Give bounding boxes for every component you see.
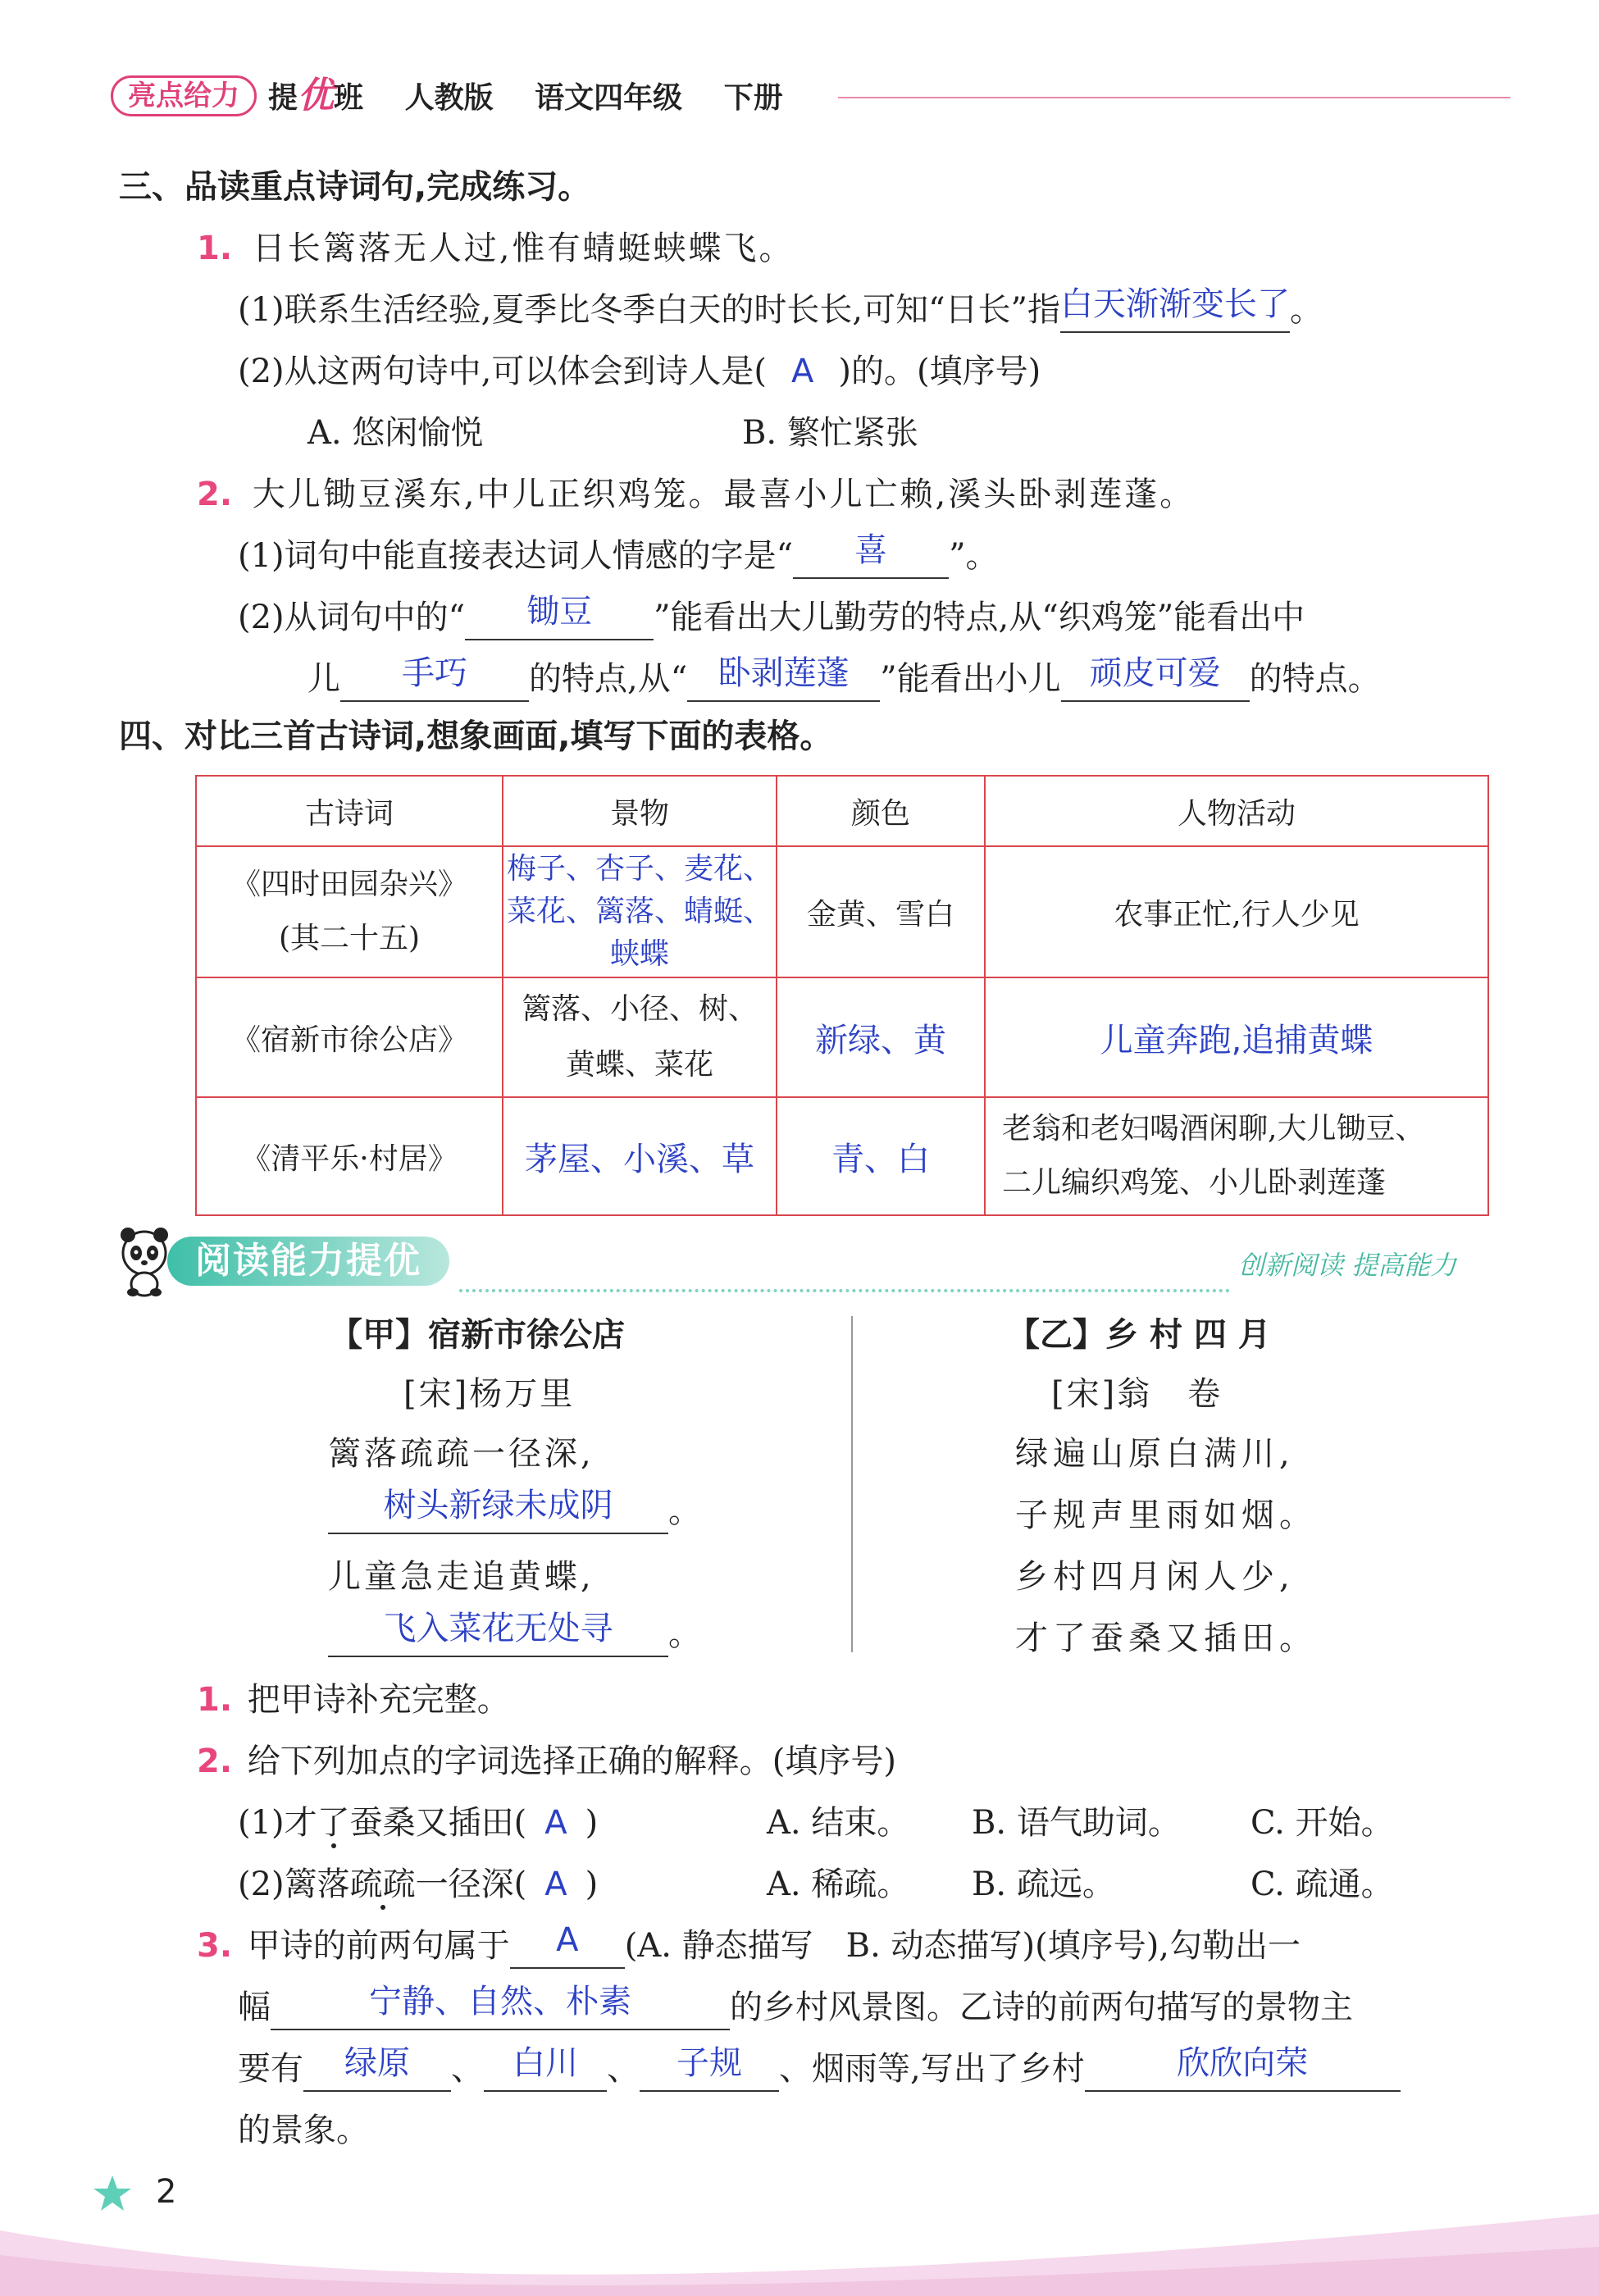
poem-a-author: [宋]杨万里 xyxy=(403,1375,576,1413)
cell-text: 二儿编织鸡笼、小儿卧剥莲蓬 xyxy=(1002,1166,1387,1200)
question-text: ) xyxy=(585,1804,599,1842)
question-text: 要有 xyxy=(238,2050,303,2088)
col-header-activity: 人物活动 xyxy=(985,776,1488,846)
question-number: 2. xyxy=(197,476,233,513)
series-title-a: 提 xyxy=(268,81,298,115)
banner-dotted-rule xyxy=(459,1289,1230,1292)
punct: ”。 xyxy=(949,537,999,575)
poem-subtitle: (其二十五) xyxy=(278,922,421,955)
table-row xyxy=(196,1097,1488,1215)
banner-label: 阅读能力提优 xyxy=(167,1237,449,1286)
question-text-end: )的。(填序号) xyxy=(838,353,1041,390)
option-a: A. 稀疏。 xyxy=(767,1866,910,1903)
reading-q2-s2 xyxy=(238,1861,1394,1907)
answer-blank[interactable] xyxy=(1085,2044,1401,2092)
poem-a-line3: 儿童急走追黄蝶, xyxy=(328,1558,594,1596)
scenery-cell[interactable] xyxy=(503,846,777,977)
question-text: 甲诗的前两句属于 xyxy=(247,1927,510,1965)
cell-text: 蛱蝶 xyxy=(609,937,669,971)
question-text: 的乡村风景图。乙诗的前两句描写的景物主 xyxy=(730,1988,1353,2026)
table-header-row xyxy=(196,776,1488,846)
subject-label: 语文四年级 xyxy=(535,81,683,115)
punct: 、 xyxy=(607,2050,640,2088)
option-c: C. 疏通。 xyxy=(1250,1866,1394,1903)
poem-line: 大儿锄豆溪东,中儿正织鸡笼。最喜小儿亡赖,溪头卧剥莲蓬。 xyxy=(252,476,1196,513)
question-text: (1)联系生活经验,夏季比冬季白天的时长长,可知“日长”指 xyxy=(238,291,1060,329)
poem-cell: 《宿新市徐公店》 xyxy=(196,977,503,1097)
series-title-b: 优 xyxy=(298,75,335,116)
s3-q2-part2 xyxy=(238,594,1305,640)
answer-text[interactable]: A xyxy=(544,1866,567,1903)
reading-q3-line1 xyxy=(197,1923,1301,1969)
comparison-table xyxy=(195,775,1489,1216)
series-title-c: 班 xyxy=(334,81,364,115)
brand-badge xyxy=(111,75,257,116)
poem-a-title: 【甲】宿新市徐公店 xyxy=(330,1316,625,1354)
star-icon xyxy=(92,2173,133,2214)
answer-text: 白天渐渐变长了 xyxy=(1060,285,1290,323)
poem-b-title: 【乙】乡 村 四 月 xyxy=(1007,1316,1271,1354)
col-header-color: 颜色 xyxy=(777,776,985,846)
reading-q2 xyxy=(197,1738,896,1784)
poem-cell xyxy=(196,846,503,977)
punct: 。 xyxy=(668,1492,701,1530)
question-text: 的特点。 xyxy=(1249,660,1381,698)
question-number: 3. xyxy=(197,1927,233,1965)
color-cell: 金黄、雪白 xyxy=(777,846,985,977)
question-text: (1)词句中能直接表达词人情感的字是“ xyxy=(238,537,794,575)
brand-label: 亮点给力 xyxy=(128,80,239,112)
cell-text: 梅子、杏子、麦花、 xyxy=(506,852,772,886)
question-text: ”能看出小儿 xyxy=(880,660,1061,698)
answer-text[interactable]: A xyxy=(544,1804,567,1842)
dotted-word: 疏疏 xyxy=(349,1866,416,1903)
answer-text: 顽皮可爱 xyxy=(1089,654,1221,692)
poem-a-line1: 篱落疏疏一径深, xyxy=(328,1435,594,1473)
answer-blank[interactable] xyxy=(1060,285,1290,333)
table-row xyxy=(196,977,1488,1097)
question-text: (2)篱落 xyxy=(238,1866,350,1903)
option-b: B. 繁忙紧张 xyxy=(742,414,918,452)
answer-blank[interactable] xyxy=(687,654,880,702)
s3-q2-part2-cont xyxy=(308,656,1381,702)
dotted-word: 了 xyxy=(317,1804,350,1842)
section3-title: 三、品读重点诗词句,完成练习。 xyxy=(119,168,591,206)
question-text: 一径深( xyxy=(415,1866,527,1903)
activity-cell xyxy=(985,1097,1488,1215)
option-c: C. 开始。 xyxy=(1250,1804,1394,1842)
option-a: A. 结束。 xyxy=(767,1804,910,1842)
question-text: (1)才 xyxy=(238,1804,317,1842)
poem-b-line3: 乡村四月闲人少, xyxy=(1015,1558,1295,1596)
reading-banner xyxy=(116,1223,461,1297)
section4-title: 四、对比三首古诗词,想象画面,填写下面的表格。 xyxy=(119,718,833,755)
poem-b-line2: 子规声里雨如烟。 xyxy=(1015,1496,1317,1534)
activity-cell[interactable]: 儿童奔跑,追捕黄蝶 xyxy=(985,977,1488,1097)
page-number: 2 xyxy=(156,2173,177,2211)
answer-blank[interactable] xyxy=(303,2044,451,2092)
question-text: 给下列加点的字词选择正确的解释。(填序号) xyxy=(247,1742,896,1780)
answer-blank[interactable] xyxy=(271,1983,730,2030)
table-row xyxy=(196,846,1488,977)
answer-blank[interactable] xyxy=(1061,654,1250,702)
activity-cell: 农事正忙,行人少见 xyxy=(985,846,1488,977)
punct: 、 xyxy=(451,2050,484,2088)
answer-blank[interactable] xyxy=(328,1487,668,1534)
volume-label: 下册 xyxy=(723,81,783,115)
punct: 。 xyxy=(1290,291,1323,329)
question-number: 2. xyxy=(197,1742,233,1780)
option-b: B. 语气助词。 xyxy=(972,1804,1181,1842)
header-rule xyxy=(838,97,1510,98)
question-text: (A. 静态描写 B. 动态描写)(填序号),勾勒出一 xyxy=(624,1927,1301,1965)
answer-blank[interactable] xyxy=(465,593,654,640)
s3-q1-part1 xyxy=(238,287,1323,333)
cell-text: 老翁和老妇喝酒闲聊,大儿锄豆、 xyxy=(1002,1112,1425,1146)
s3-q1-stem xyxy=(197,226,794,271)
question-text: 、烟雨等,写出了乡村 xyxy=(779,2050,1085,2088)
answer-blank[interactable] xyxy=(510,1921,625,1969)
option-b: B. 疏远。 xyxy=(972,1866,1115,1903)
question-number: 1. xyxy=(197,1681,233,1719)
s3-q1-options xyxy=(308,410,918,456)
answer-blank[interactable] xyxy=(484,2044,607,2092)
answer-text: A xyxy=(556,1921,579,1959)
s3-q2-part1 xyxy=(238,533,999,579)
cell-text: 篱落、小径、树、 xyxy=(521,992,758,1026)
answer-text: 欣欣向荣 xyxy=(1177,2044,1309,2082)
col-header-poem: 古诗词 xyxy=(196,776,503,846)
question-text: (2)从词句中的“ xyxy=(238,599,466,636)
question-text: 把甲诗补充完整。 xyxy=(247,1681,510,1719)
poem-b-line1: 绿遍山原白满川, xyxy=(1015,1435,1295,1473)
reading-q3-line3 xyxy=(238,2046,1401,2092)
poem-b-author: [宋]翁 卷 xyxy=(1051,1375,1223,1413)
answer-text: 白川 xyxy=(512,2044,578,2082)
s3-q1-part2 xyxy=(238,348,1041,394)
answer-text: 卧剥莲蓬 xyxy=(718,654,850,692)
color-cell[interactable]: 新绿、黄 xyxy=(777,977,985,1097)
answer-text: 宁静、自然、朴素 xyxy=(369,1983,631,2020)
s3-q2-stem xyxy=(197,472,1195,517)
wave-decoration xyxy=(0,2165,1599,2296)
answer-text: 绿原 xyxy=(344,2044,410,2082)
option-a: A. 悠闲愉悦 xyxy=(308,414,484,452)
poem-cell: 《清平乐·村居》 xyxy=(196,1097,503,1215)
panda-icon xyxy=(116,1223,174,1297)
question-text: ”能看出大儿勤劳的特点,从“织鸡笼”能看出中 xyxy=(654,599,1305,636)
cell-text: 菜花、篱落、蜻蜓、 xyxy=(506,895,772,928)
poem-line: 日长篱落无人过,惟有蜻蜓蛱蝶飞。 xyxy=(252,230,795,267)
color-cell[interactable]: 青、白 xyxy=(777,1097,985,1215)
answer-blank[interactable] xyxy=(328,1610,668,1657)
answer-text: 手巧 xyxy=(402,654,467,692)
reading-q2-s1 xyxy=(238,1800,1394,1846)
poem-a-line4 xyxy=(328,1611,701,1657)
question-text: (2)从这两句诗中,可以体会到诗人是( xyxy=(238,353,767,390)
reading-q3-line2 xyxy=(238,1984,1353,2030)
question-text: ) xyxy=(585,1866,599,1903)
answer-text: 喜 xyxy=(854,531,888,569)
answer-blank[interactable] xyxy=(340,654,529,702)
col-header-scenery: 景物 xyxy=(503,776,777,846)
answer-blank[interactable] xyxy=(640,2044,779,2092)
question-text: 儿 xyxy=(308,660,340,698)
answer-text: 飞入菜花无处寻 xyxy=(383,1610,613,1647)
poem-b-line4: 才了蚕桑又插田。 xyxy=(1015,1620,1317,1657)
scenery-cell xyxy=(503,977,777,1097)
reading-q3-line4: 的景象。 xyxy=(238,2112,369,2149)
scenery-cell[interactable]: 茅屋、小溪、草 xyxy=(503,1097,777,1215)
cell-text: 黄蝶、菜花 xyxy=(565,1048,713,1082)
footer-wave xyxy=(0,2165,1599,2296)
banner-slogan: 创新阅读 提高能力 xyxy=(1238,1250,1457,1281)
edition-label: 人教版 xyxy=(404,81,494,115)
question-text: 幅 xyxy=(238,1988,271,2026)
reading-q1 xyxy=(197,1677,510,1723)
answer-blank[interactable] xyxy=(793,531,949,579)
punct: 。 xyxy=(668,1615,701,1653)
poem-title: 《四时田园杂兴》 xyxy=(230,868,467,901)
answer-text: 子规 xyxy=(676,2044,742,2082)
question-text: 的特点,从“ xyxy=(529,660,688,698)
answer-text[interactable]: A xyxy=(790,353,814,390)
question-text: 蚕桑又插田( xyxy=(349,1804,527,1842)
poem-a-line2 xyxy=(328,1488,701,1534)
answer-text: 锄豆 xyxy=(526,593,593,631)
answer-text: 树头新绿未成阴 xyxy=(383,1487,613,1524)
poem-divider xyxy=(851,1316,853,1652)
question-number: 1. xyxy=(197,230,233,267)
